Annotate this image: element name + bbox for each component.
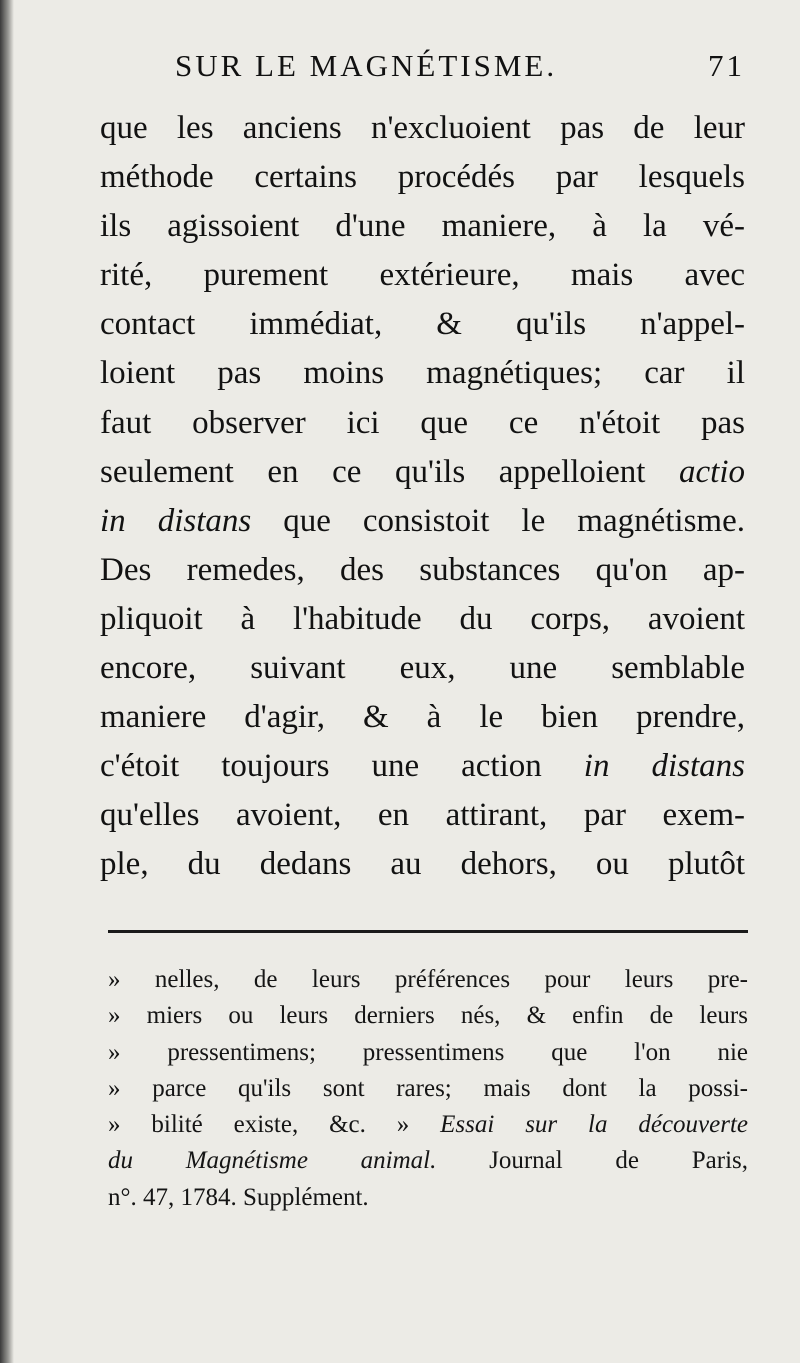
text-line bbox=[100, 448, 745, 497]
text-run: » parce qu'ils sont rares; mais dont la possi- bbox=[108, 1074, 748, 1102]
text-run: encore, suivant eux, une semblable bbox=[100, 650, 745, 687]
page-number: 71 bbox=[708, 48, 745, 83]
footnote-line bbox=[108, 1107, 748, 1143]
text-run: contact immédiat, & qu'ils n'appel- bbox=[100, 306, 745, 343]
text-line bbox=[100, 546, 745, 595]
main-text-block bbox=[100, 104, 745, 890]
text-line bbox=[100, 251, 745, 300]
text-run: ils agissoient d'une maniere, à la vé- bbox=[100, 208, 745, 245]
italic-text: du Magnétisme animal. bbox=[108, 1147, 437, 1175]
text-run: maniere d'agir, & à le bien prendre, bbox=[100, 699, 745, 736]
text-run: » nelles, de leurs préférences pour leurs pre- bbox=[108, 966, 748, 993]
running-head-title: SUR LE MAGNÉTISME. bbox=[175, 48, 558, 83]
text-run: loient pas moins magnétiques; car il bbox=[100, 355, 745, 392]
text-run: méthode certains procédés par lesquels bbox=[100, 159, 745, 196]
text-run: seulement en ce qu'ils appelloient bbox=[100, 453, 680, 490]
text-run: » bilité existe, &c. » bbox=[108, 1111, 441, 1139]
text-line bbox=[100, 349, 745, 398]
text-line bbox=[100, 399, 745, 448]
text-line bbox=[100, 840, 745, 889]
text-line bbox=[100, 742, 745, 791]
text-line bbox=[100, 202, 745, 251]
footnote-line bbox=[108, 1071, 748, 1107]
text-run: rité, purement extérieure, mais avec bbox=[100, 257, 745, 294]
footnote-line bbox=[108, 1143, 748, 1179]
text-run: n°. 47, 1784. Supplément. bbox=[108, 1183, 369, 1211]
text-run: que consistoit le magnétisme. bbox=[251, 502, 745, 539]
footnote-line bbox=[108, 962, 748, 998]
text-line bbox=[100, 153, 745, 202]
footnote-block bbox=[108, 962, 748, 1216]
text-run: faut observer ici que ce n'étoit pas bbox=[100, 404, 745, 441]
text-line bbox=[100, 644, 745, 693]
footnote-line bbox=[108, 1180, 748, 1216]
text-run: » miers ou leurs derniers nés, & enfin de leurs bbox=[108, 1002, 748, 1030]
footnote-separator-rule bbox=[108, 930, 748, 933]
italic-text: actio bbox=[679, 453, 745, 490]
italic-text: Essai sur la découverte bbox=[440, 1111, 749, 1139]
text-run: » pressentimens; pressentimens que l'on nie bbox=[108, 1038, 748, 1066]
text-run: que les anciens n'excluoient pas de leur bbox=[100, 110, 745, 146]
text-line bbox=[100, 791, 745, 840]
page-gutter-shadow bbox=[0, 0, 14, 1363]
text-run: Journal de Paris, bbox=[436, 1147, 748, 1175]
footnote-line bbox=[108, 1035, 748, 1071]
italic-text: in distans bbox=[583, 748, 745, 785]
italic-text: in distans bbox=[100, 502, 252, 539]
text-line bbox=[100, 104, 745, 153]
running-head bbox=[175, 48, 745, 94]
text-line bbox=[100, 300, 745, 349]
text-line bbox=[100, 497, 745, 546]
text-run: Des remedes, des substances qu'on ap- bbox=[100, 551, 745, 588]
text-run: pliquoit à l'habitude du corps, avoient bbox=[100, 600, 745, 637]
footnote-line bbox=[108, 998, 748, 1034]
text-run: qu'elles avoient, en attirant, par exem- bbox=[100, 797, 745, 834]
text-run: c'étoit toujours une action bbox=[100, 748, 584, 785]
text-line bbox=[100, 693, 745, 742]
text-line bbox=[100, 595, 745, 644]
text-run: ple, du dedans au dehors, ou plutôt bbox=[100, 846, 745, 883]
